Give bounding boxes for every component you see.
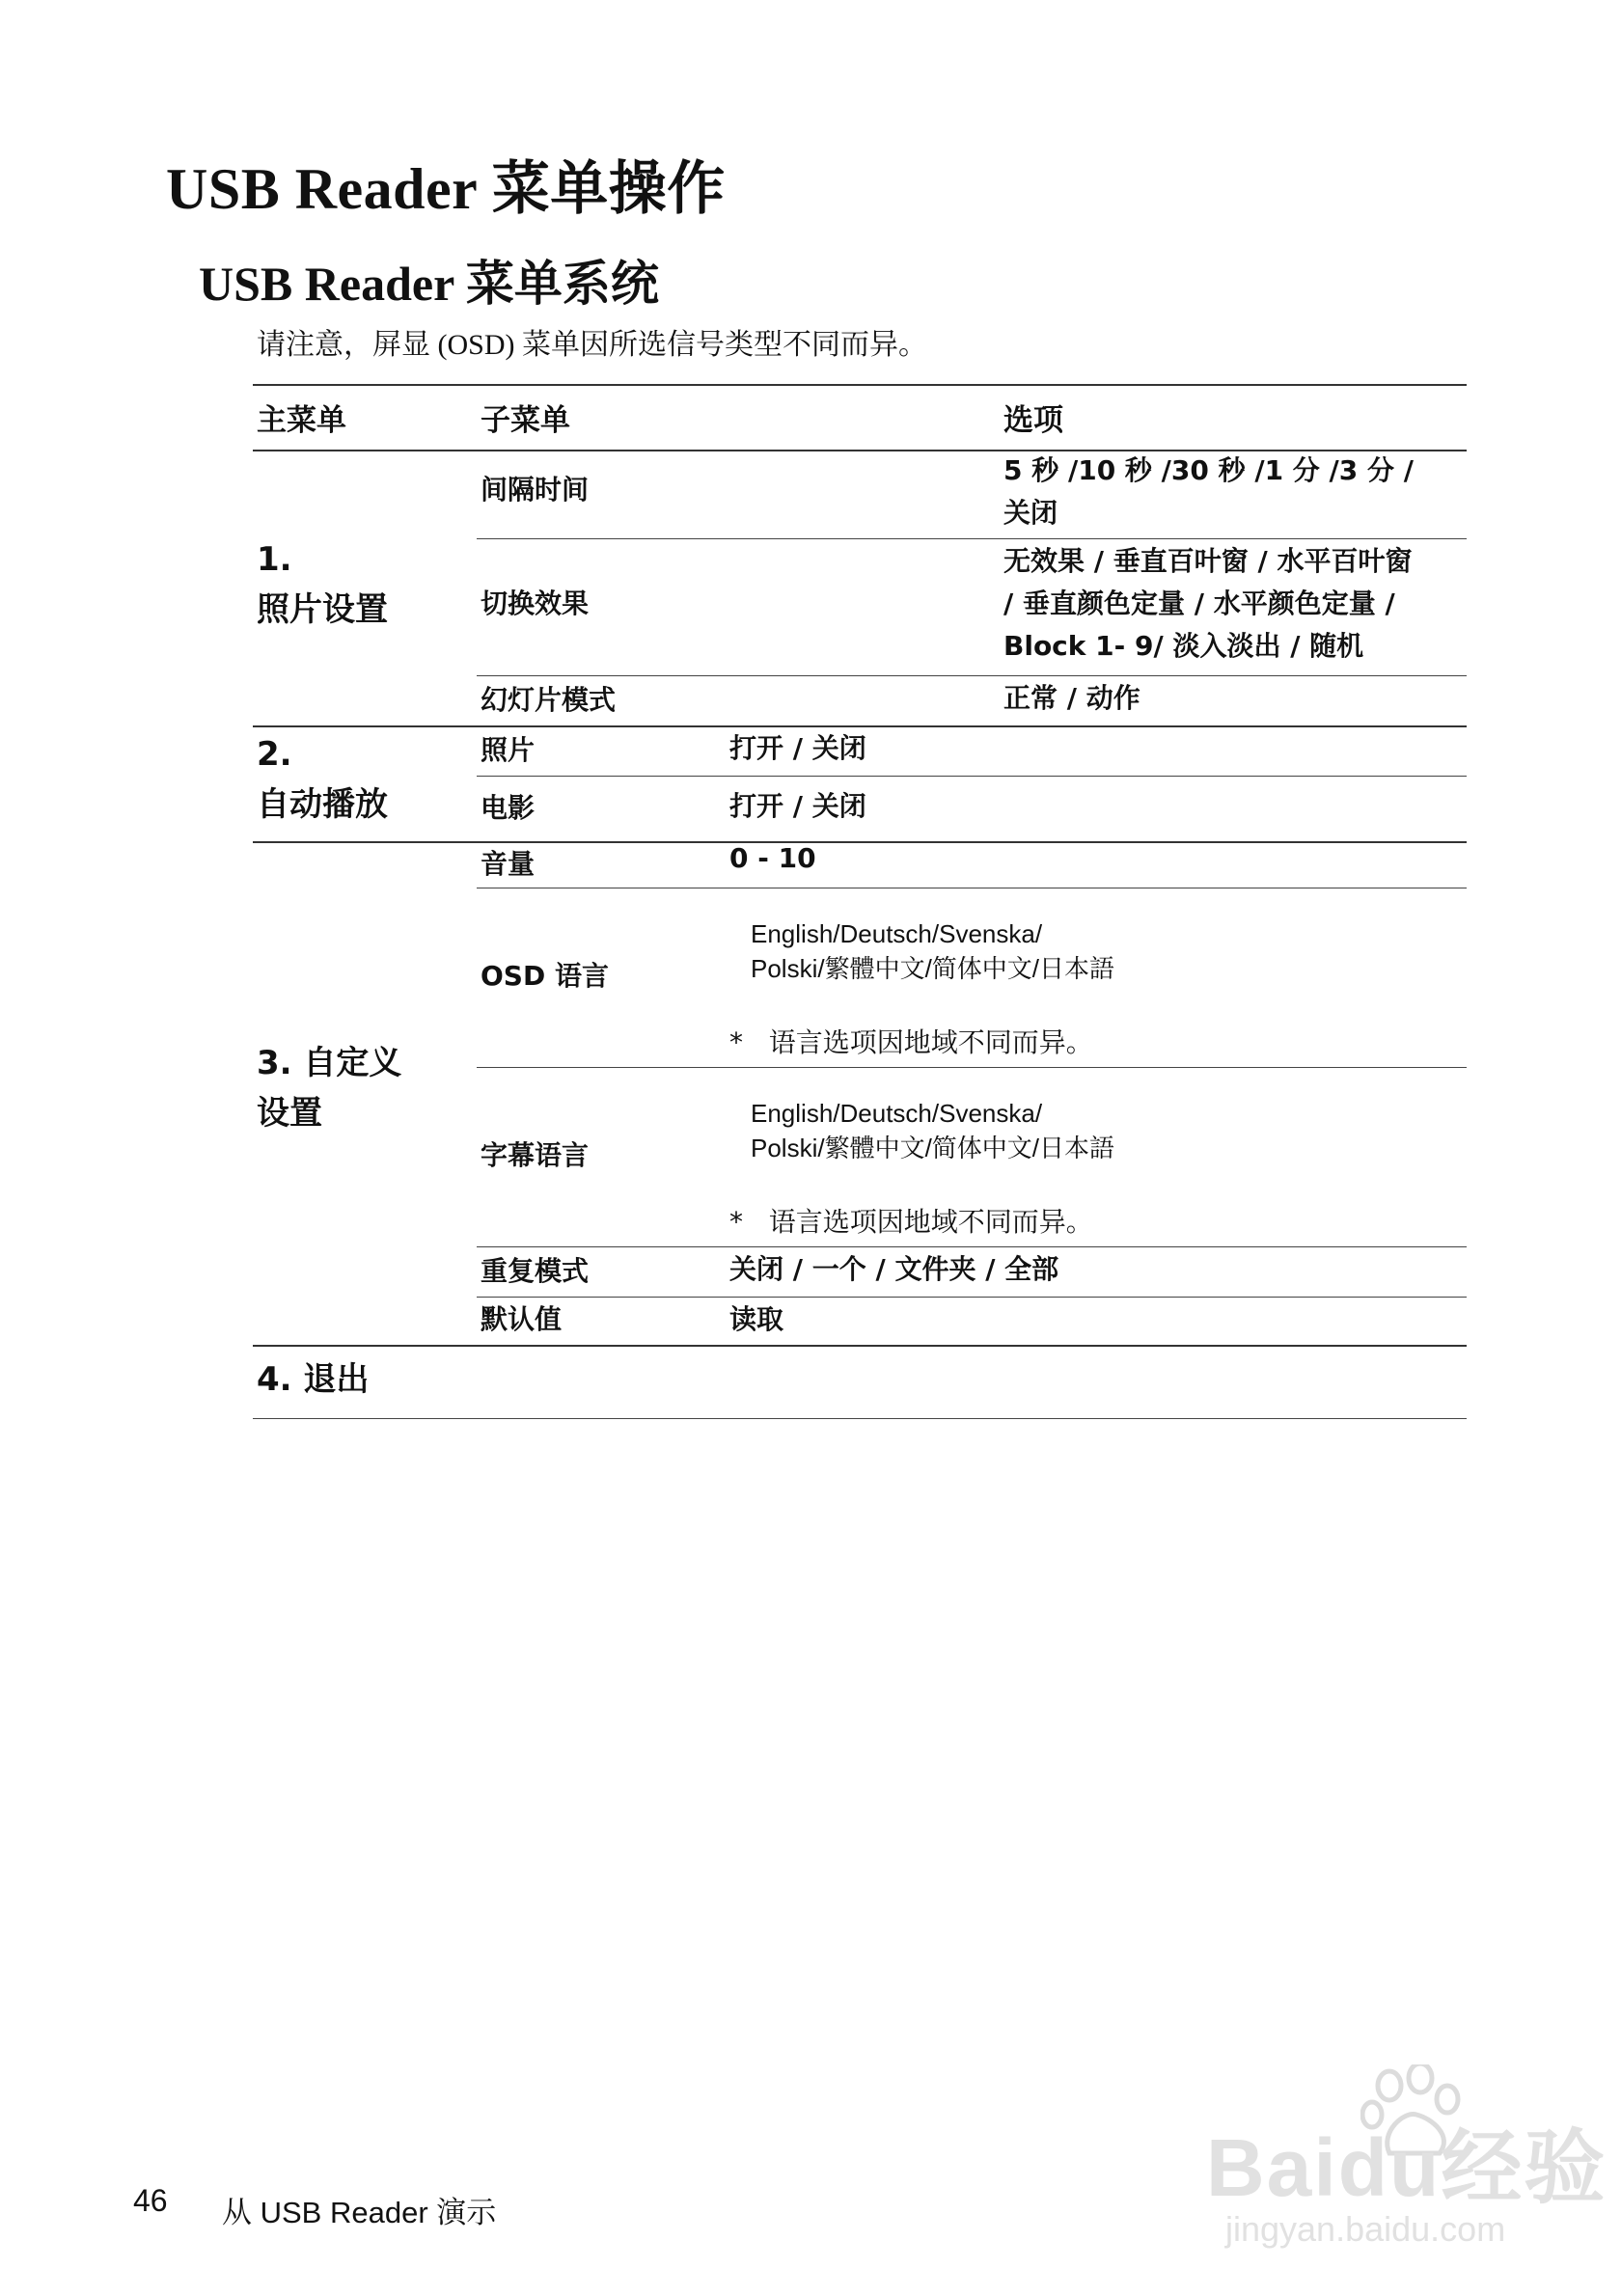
- row-rule: [477, 1246, 1467, 1247]
- option-slideshow-mode: 正常 / 动作: [1003, 682, 1140, 714]
- section-rule: [253, 841, 1467, 843]
- watermark-logo-text: Baidu经验: [1206, 2122, 1607, 2213]
- option-subtitle-language: English/Deutsch/Svenska/ Polski/繁體中文/简体中文/日本語: [751, 1099, 1115, 1162]
- option-repeat-mode: 关闭 / 一个 / 文件夹 / 全部: [729, 1253, 1059, 1285]
- page-title: USB Reader 菜单操作: [166, 157, 726, 221]
- main-menu-exit: 4. 退出: [257, 1360, 370, 1399]
- main-menu-custom-settings: 3. 自定义 设置: [257, 1044, 402, 1133]
- sub-menu-slideshow-mode: 幻灯片模式: [481, 684, 617, 716]
- option-interval: 5 秒 /10 秒 /30 秒 /1 分 /3 分 / 关闭: [1003, 454, 1414, 529]
- header-sub-menu: 子菜单: [481, 403, 570, 438]
- option-movie: 打开 / 关闭: [729, 790, 866, 822]
- baidu-watermark: [1187, 2064, 1607, 2257]
- table-top-rule: [253, 384, 1467, 386]
- sub-menu-transition: 切换效果: [481, 588, 590, 619]
- option-photo: 打开 / 关闭: [729, 732, 866, 764]
- section-title: USB Reader 菜单系统: [199, 257, 659, 311]
- table-bottom-rule: [253, 1418, 1467, 1419]
- sub-menu-photo: 照片: [481, 734, 536, 766]
- option-default: 读取: [729, 1303, 784, 1335]
- sub-menu-interval: 间隔时间: [481, 474, 590, 506]
- page-number: 46: [133, 2183, 168, 2218]
- sub-menu-volume: 音量: [481, 848, 536, 880]
- osd-language-note: * 语言选项因地域不同而异。: [729, 1026, 1093, 1058]
- sub-menu-repeat-mode: 重复模式: [481, 1255, 590, 1287]
- option-osd-language: English/Deutsch/Svenska/ Polski/繁體中文/简体中文/日本語: [751, 919, 1115, 983]
- watermark-url: jingyan.baidu.com: [1225, 2209, 1506, 2249]
- sub-menu-osd-language: OSD 语言: [481, 960, 609, 992]
- sub-menu-subtitle-language: 字幕语言: [481, 1139, 590, 1171]
- row-rule: [477, 538, 1467, 539]
- sub-menu-default: 默认值: [481, 1303, 563, 1335]
- header-main-menu: 主菜单: [257, 403, 346, 438]
- row-rule: [477, 776, 1467, 777]
- subtitle-language-note: * 语言选项因地域不同而异。: [729, 1206, 1093, 1238]
- intro-note: 请注意，屏显 (OSD) 菜单因所选信号类型不同而异。: [257, 329, 927, 361]
- section-rule: [253, 1345, 1467, 1347]
- header-options: 选项: [1003, 403, 1063, 438]
- sub-menu-movie: 电影: [481, 792, 536, 824]
- footer-text: 从 USB Reader 演示: [222, 2196, 497, 2229]
- main-menu-photo-settings: 1. 照片设置: [257, 540, 388, 629]
- option-volume: 0 - 10: [729, 842, 816, 874]
- main-menu-autoplay: 2. 自动播放: [257, 735, 388, 824]
- row-rule: [477, 1067, 1467, 1068]
- row-rule: [477, 1297, 1467, 1298]
- option-transition: 无效果 / 垂直百叶窗 / 水平百叶窗 / 垂直颜色定量 / 水平颜色定量 / Block 1- 9/ 淡入淡出 / 随机: [1003, 545, 1413, 662]
- row-rule: [477, 675, 1467, 676]
